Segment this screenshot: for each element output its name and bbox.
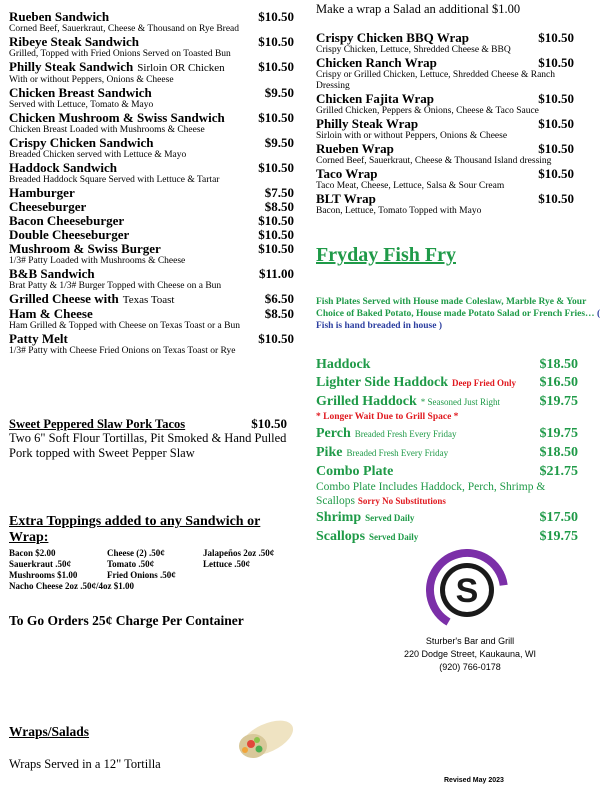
menu-item-price: $10.50	[258, 34, 294, 49]
wrap-item-desc: Grilled Chicken, Peppers & Onions, Cheese & Taco Sauce	[316, 106, 539, 116]
menu-item-desc: Breaded Haddock Square Served with Lettuce & Tartar	[9, 175, 220, 185]
menu-item-desc: Brat Patty & 1/3# Burger Topped with Cheese on a Bun	[9, 281, 222, 291]
menu-item-name-wrap	[9, 60, 225, 75]
wrap-list	[316, 31, 574, 217]
business-address: 220 Dodge Street, Kaukauna, WI	[403, 649, 537, 659]
topping-item	[203, 570, 299, 581]
menu-item-row	[9, 136, 294, 150]
menu-item-desc: 1/3# Patty Loaded with Mushrooms & Cheese	[9, 256, 186, 266]
wrap-item-row	[316, 192, 574, 206]
menu-item-name-wrap	[9, 10, 109, 24]
fish-item-tag: Breaded Fresh Every Friday	[354, 429, 457, 439]
menu-item-desc: Served with Lettuce, Tomato & Mayo	[9, 100, 154, 110]
wrap-item-name: Rueben Wrap	[316, 141, 394, 156]
menu-item	[9, 86, 294, 111]
menu-item	[9, 161, 294, 186]
menu-item-price: $10.50	[258, 331, 294, 346]
wrap-item-desc: Bacon, Lettuce, Tomato Topped with Mayo	[316, 206, 482, 216]
fish-list	[316, 355, 578, 546]
menu-item	[9, 332, 294, 357]
menu-item-price: $10.50	[258, 59, 294, 74]
fish-item-name-wrap	[316, 527, 418, 546]
menu-item-name-wrap	[9, 111, 225, 125]
menu-item	[9, 60, 294, 86]
fish-item	[316, 424, 578, 443]
wait-note: * Longer Wait Due to Grill Space *	[316, 412, 459, 422]
combo-red-note: Sorry No Substitutions	[357, 496, 446, 506]
menu-item-row	[9, 214, 294, 228]
menu-item	[9, 200, 294, 214]
menu-item-name: Ham & Cheese	[9, 306, 93, 321]
wrap-salad-note: Make a wrap a Salad an additional $1.00	[316, 2, 521, 16]
fish-item-name: Grilled Haddock	[316, 394, 417, 409]
wrap-item	[316, 117, 574, 142]
fish-item-name-wrap	[316, 373, 516, 392]
menu-item-name-wrap	[9, 186, 75, 200]
menu-item-row	[9, 242, 294, 256]
tacos-desc: Two 6" Soft Flour Tortillas, Pit Smoked & Hand Pulled Pork topped with Sweet Pepper Slaw	[9, 431, 287, 460]
wrap-item	[316, 56, 574, 92]
menu-item-desc: Breaded Chicken served with Lettuce & Mayo	[9, 150, 187, 160]
logo	[426, 549, 508, 631]
menu-item-price: $9.50	[264, 85, 294, 100]
wrap-item-price: $10.50	[538, 30, 574, 45]
menu-item-name: Philly Steak Sandwich	[9, 59, 134, 74]
fish-item-tag: Deep Fried Only	[452, 378, 516, 388]
fish-item-tag: Breaded Fresh Every Friday	[346, 448, 449, 458]
revised-date: Revised May 2023	[444, 777, 504, 784]
fish-item	[316, 508, 578, 527]
wrap-item-desc: Crispy or Grilled Chicken, Lettuce, Shredded Cheese & Ranch Dressing	[316, 70, 556, 91]
wrap-item-price: $10.50	[538, 116, 574, 131]
menu-item	[9, 111, 294, 136]
menu-item-name: Hamburger	[9, 185, 75, 200]
menu-item-desc: Chicken Breast Loaded with Mushrooms & Cheese	[9, 125, 205, 135]
menu-item	[9, 307, 294, 332]
menu-item-desc: 1/3# Patty with Cheese Fried Onions on Texas Toast or Rye	[9, 346, 236, 356]
menu-item-name: Chicken Breast Sandwich	[9, 85, 152, 100]
wrap-item-row	[316, 56, 574, 70]
fish-fry-heading: Fryday Fish Fry	[316, 244, 456, 266]
fish-item-price: $18.50	[539, 357, 578, 372]
combo-note-text: Combo Plate Includes Haddock, Perch, Shrimp & Scallops	[316, 481, 546, 507]
menu-item-name-wrap	[9, 332, 68, 346]
menu-item-name-wrap	[9, 136, 153, 150]
wrap-item-price: $10.50	[538, 91, 574, 106]
menu-item-row	[9, 86, 294, 100]
fish-item-price: $19.75	[539, 426, 578, 441]
menu-item-desc: With or without Peppers, Onions & Cheese	[9, 75, 174, 85]
fish-item-name-wrap	[316, 443, 448, 462]
menu-item-name: Mushroom & Swiss Burger	[9, 241, 161, 256]
menu-item-desc: Ham Grilled & Topped with Cheese on Texas Toast or a Bun	[9, 321, 240, 331]
menu-item-row	[9, 186, 294, 200]
menu-item-name-wrap	[9, 292, 174, 307]
topping-item: Tomato .50¢	[107, 559, 155, 569]
fish-item	[316, 392, 578, 411]
menu-item-row	[9, 200, 294, 214]
menu-item-row	[9, 35, 294, 49]
fish-item-name: Combo Plate	[316, 464, 394, 479]
wrap-item	[316, 192, 574, 217]
fish-item-name: Scallops	[316, 529, 366, 544]
menu-item-price: $7.50	[264, 185, 294, 200]
menu-item-row	[9, 60, 294, 75]
fish-item	[316, 443, 578, 462]
topping-item: Fried Onions .50¢	[107, 570, 176, 580]
business-name: Sturber's Bar and Grill	[425, 636, 515, 646]
fish-item	[316, 527, 578, 546]
menu-item-variant: Sirloin OR Chicken	[137, 62, 225, 74]
wraps-salads-note: Wraps Served in a 12" Tortilla	[9, 757, 161, 771]
menu-item-name: Crispy Chicken Sandwich	[9, 135, 154, 150]
topping-item: Mushrooms $1.00	[9, 570, 78, 580]
fish-item-tag: Served Daily	[369, 532, 419, 542]
menu-item-price: $10.50	[258, 241, 294, 256]
fish-item	[316, 373, 578, 392]
menu-item-price: $10.50	[258, 213, 294, 228]
fish-item	[316, 462, 578, 480]
fish-item-name: Lighter Side Haddock	[316, 375, 448, 390]
wrap-item	[316, 31, 574, 56]
menu-item	[9, 10, 294, 35]
fish-item-tag: * Seasoned Just Right	[420, 397, 500, 407]
fish-fry-note-blue: ( Fish is hand breaded in house )	[316, 309, 601, 331]
menu-item-price: $9.50	[264, 135, 294, 150]
menu-item-name-wrap	[9, 228, 129, 242]
wrap-item-desc: Corned Beef, Sauerkraut, Cheese & Thousand Island dressing	[316, 156, 552, 166]
wrap-item-price: $10.50	[538, 55, 574, 70]
menu-item-name: B&B Sandwich	[9, 266, 95, 281]
menu-item-name-wrap	[9, 307, 93, 321]
fish-item-price: $18.50	[539, 445, 578, 460]
combo-note	[316, 480, 578, 508]
menu-item	[9, 35, 294, 60]
menu-item-row	[9, 10, 294, 24]
menu-item-price: $10.50	[258, 9, 294, 24]
menu-item-name-wrap	[9, 161, 117, 175]
menu-item-name: Grilled Cheese with	[9, 291, 119, 306]
fish-item-name: Shrimp	[316, 510, 362, 525]
fish-item-name: Pike	[316, 445, 343, 460]
wrap-item-name: BLT Wrap	[316, 191, 376, 206]
fish-item-price: $21.75	[539, 464, 578, 479]
menu-item-row	[9, 161, 294, 175]
tacos-item	[9, 417, 287, 461]
fish-item-price: $19.75	[539, 529, 578, 544]
extra-toppings-grid	[9, 548, 299, 592]
menu-item-name: Double Cheeseburger	[9, 227, 130, 242]
wrap-item-row	[316, 117, 574, 131]
sandwich-list	[9, 10, 294, 357]
menu-item	[9, 228, 294, 242]
fish-fry-note-text: Fish Plates Served with House made Coleslaw, Marble Rye & Your Choice of Baked Potato, House made Potato Salad or French Fries…	[316, 297, 595, 319]
tacos-title: Sweet Peppered Slaw Pork Tacos	[9, 417, 186, 431]
menu-item	[9, 186, 294, 200]
wrap-item-row	[316, 167, 574, 181]
wrap-item	[316, 92, 574, 117]
menu-item-desc: Grilled, Topped with Fried Onions Served on Toasted Bun	[9, 49, 231, 59]
menu-item-name: Haddock Sandwich	[9, 160, 118, 175]
menu-item-row	[9, 307, 294, 321]
fish-item-price: $17.50	[539, 510, 578, 525]
menu-item	[9, 267, 294, 292]
fish-item-name-wrap	[316, 392, 500, 411]
wrap-item	[316, 142, 574, 167]
menu-item-name: Cheeseburger	[9, 199, 87, 214]
fish-item-price: $19.75	[539, 394, 578, 409]
menu-item-name: Ribeye Steak Sandwich	[9, 34, 140, 49]
wrap-item-row	[316, 92, 574, 106]
fish-item-name: Haddock	[316, 357, 371, 372]
extra-toppings	[9, 514, 299, 592]
menu-item-price: $8.50	[264, 199, 294, 214]
business-info	[390, 635, 550, 674]
fish-item-tag: Served Daily	[365, 513, 415, 523]
menu-item-desc: Corned Beef, Sauerkraut, Cheese & Thousand on Rye Bread	[9, 24, 240, 34]
fish-fry-note	[316, 296, 601, 332]
wrap-item-row	[316, 142, 574, 156]
menu-item-row	[9, 228, 294, 242]
menu-item-name: Rueben Sandwich	[9, 9, 110, 24]
topping-item: Cheese (2) .50¢	[107, 548, 165, 558]
business-phone: (920) 766-0178	[439, 662, 501, 672]
fish-item-name-wrap	[316, 424, 456, 443]
fish-item-price: $16.50	[539, 375, 578, 390]
wrap-item-name: Chicken Ranch Wrap	[316, 55, 437, 70]
wrap-image	[229, 716, 297, 764]
togo-note: To Go Orders 25¢ Charge Per Container	[9, 613, 244, 628]
fish-item-name-wrap	[316, 508, 414, 527]
menu-item-row	[9, 111, 294, 125]
menu-item-name-wrap	[9, 214, 124, 228]
menu-item-name: Patty Melt	[9, 331, 68, 346]
wrap-item	[316, 167, 574, 192]
wrap-item-price: $10.50	[538, 166, 574, 181]
menu-item-price: $10.50	[258, 110, 294, 125]
menu-item-variant: Texas Toast	[122, 294, 175, 306]
fish-item	[316, 355, 578, 373]
menu-item	[9, 214, 294, 228]
menu-item-name-wrap	[9, 242, 161, 256]
logo-letter: S	[455, 572, 479, 610]
wrap-item-name: Crispy Chicken BBQ Wrap	[316, 30, 470, 45]
wrap-item-desc: Sirloin with or without Peppers, Onions & Cheese	[316, 131, 508, 141]
menu-item-price: $11.00	[258, 266, 294, 281]
wrap-item-name: Philly Steak Wrap	[316, 116, 419, 131]
wrap-item-price: $10.50	[538, 191, 574, 206]
menu-item-row	[9, 332, 294, 346]
fish-item-name-wrap	[316, 355, 370, 373]
topping-item: Jalapeños 2oz .50¢	[203, 548, 275, 558]
menu-item-row	[9, 267, 294, 281]
wrap-item-name: Chicken Fajita Wrap	[316, 91, 434, 106]
menu-item-name-wrap	[9, 200, 86, 214]
menu-item-price: $10.50	[258, 160, 294, 175]
wraps-salads-heading: Wraps/Salads	[9, 724, 90, 739]
fish-item-name-wrap	[316, 462, 393, 480]
menu-item	[9, 242, 294, 267]
menu-item-name: Bacon Cheeseburger	[9, 213, 125, 228]
menu-item-name-wrap	[9, 86, 152, 100]
wrap-item-price: $10.50	[538, 141, 574, 156]
menu-item	[9, 292, 294, 307]
menu-item-row	[9, 292, 294, 307]
menu-item-price: $8.50	[264, 306, 294, 321]
wrap-item-name: Taco Wrap	[316, 166, 378, 181]
topping-item: Lettuce .50¢	[203, 559, 250, 569]
tacos-price: $10.50	[251, 416, 287, 431]
wrap-item-row	[316, 31, 574, 45]
menu-item-price: $10.50	[258, 227, 294, 242]
menu-item-name-wrap	[9, 267, 95, 281]
topping-item: Nacho Cheese 2oz .50¢/4oz $1.00	[9, 581, 134, 591]
menu-item	[9, 136, 294, 161]
menu-item-name-wrap	[9, 35, 139, 49]
fish-item-name: Perch	[316, 426, 351, 441]
topping-item: Sauerkraut .50¢	[9, 559, 72, 569]
extra-toppings-heading: Extra Toppings added to any Sandwich or Wrap:	[9, 514, 261, 545]
wrap-item-desc: Taco Meat, Cheese, Lettuce, Salsa & Sour Cream	[316, 181, 505, 191]
menu-item-price: $6.50	[264, 291, 294, 306]
wrap-item-desc: Crispy Chicken, Lettuce, Shredded Cheese & BBQ	[316, 45, 511, 55]
menu-item-name: Chicken Mushroom & Swiss Sandwich	[9, 110, 225, 125]
topping-item: Bacon $2.00	[9, 548, 56, 558]
